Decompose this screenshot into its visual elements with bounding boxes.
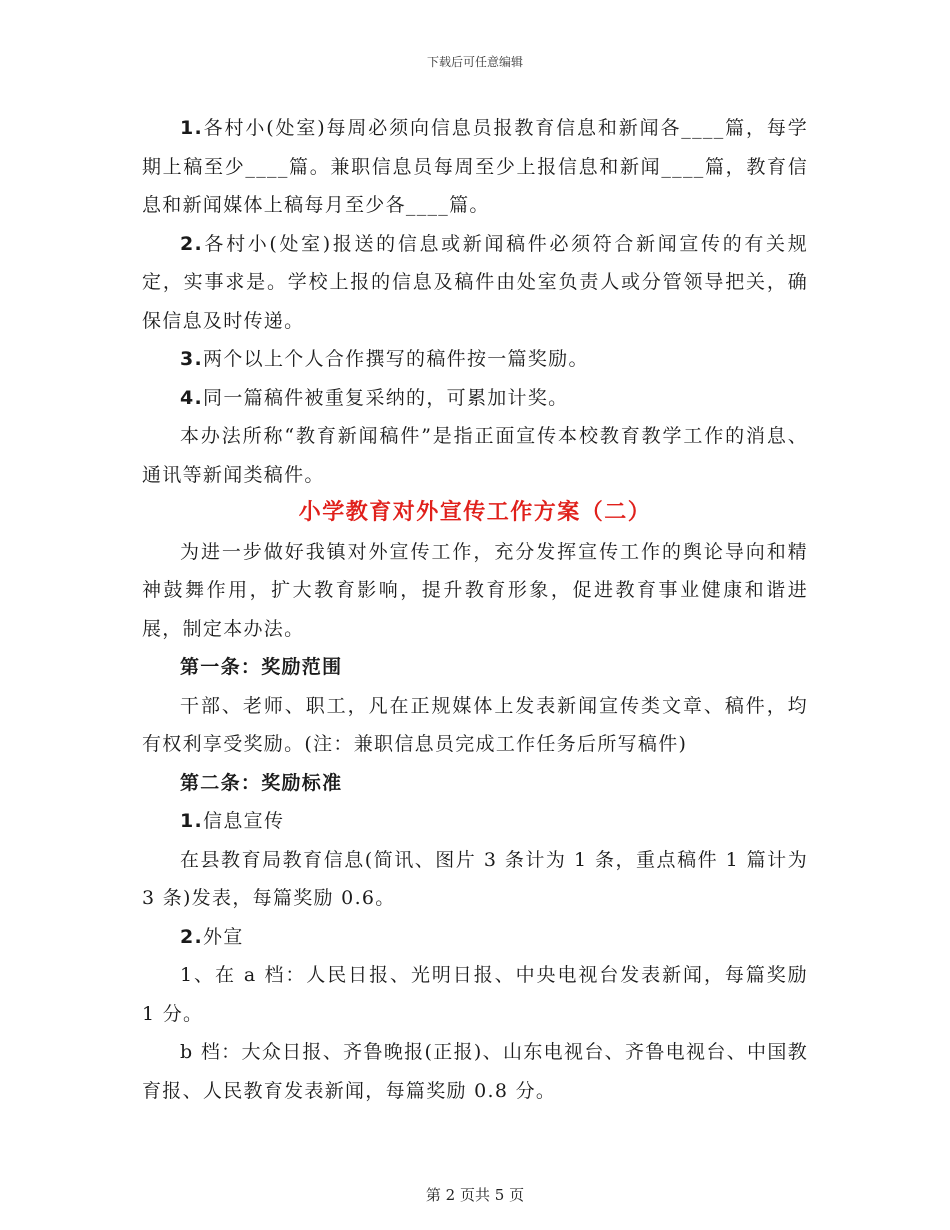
article-1-body: 干部、老师、职工，凡在正规媒体上发表新闻宣传类文章、稿件，均有权利享受奖励。(注：兼职信息员完成工作任务后所写稿件) [142,694,808,755]
list-item-2 [142,225,808,341]
subsection-title-text: 外宣 [203,925,244,948]
item-text: 同一篇稿件被重复采纳的，可累加计奖。 [203,386,569,409]
subsection-1-title [142,802,808,841]
list-item-1 [142,109,808,225]
level-b-paragraph: b 档：大众日报、齐鲁晚报(正报)、山东电视台、齐鲁电视台、中国教育报、人民教育发表新闻，每篇奖励 0.8 分。 [142,1041,808,1102]
section-title: 小学教育对外宣传工作方案（二） [298,500,652,525]
item-text: 各村小(处室)报送的信息或新闻稿件必须符合新闻宣传的有关规定，实事求是。学校上报的信息及稿件由处室负责人或分管领导把关，确保信息及时传递。 [142,232,808,332]
subsection-number: 1. [180,810,204,832]
definition-paragraph: 本办法所称“教育新闻稿件”是指正面宣传本校教育教学工作的消息、通讯等新闻类稿件。 [142,425,808,486]
subsection-2-title [142,918,808,957]
item-text: 各村小(处室)每周必须向信息员报教育信息和新闻各____篇，每学期上稿至少____篇。兼职信息员每周至少上报信息和新闻____篇，教育信息和新闻媒体上稿每月至少各____篇。 [142,117,808,216]
document-body [142,109,808,1110]
subsection-title-text: 信息宣传 [203,810,285,832]
subsection-number: 2. [180,925,204,948]
list-item-4 [142,379,808,418]
item-number: 2. [180,232,204,255]
page-footer: 第 2 页共 5 页 [425,1186,525,1204]
level-a-paragraph: 1、在 a 档：人民日报、光明日报、中央电视台发表新闻，每篇奖励 1 分。 [142,964,808,1025]
article-1-title: 第一条：奖励范围 [180,656,343,678]
page-header: 下载后可任意编辑 [426,55,523,69]
item-number: 3. [180,348,204,370]
item-text: 两个以上个人合作撰写的稿件按一篇奖励。 [203,348,589,370]
intro-paragraph: 为进一步做好我镇对外宣传工作，充分发挥宣传工作的舆论导向和精神鼓舞作用，扩大教育影响，提升教育形象，促进教育事业健康和谐进展，制定本办法。 [142,540,808,640]
list-item-3 [142,340,808,379]
item-number: 1. [180,117,204,139]
article-2-title: 第二条：奖励标准 [180,771,343,794]
item-number: 4. [180,386,204,409]
subsection-1-body: 在县教育局教育信息(简讯、图片 3 条计为 1 条，重点稿件 1 篇计为 3 条)发表，每篇奖励 0.6。 [142,848,808,909]
